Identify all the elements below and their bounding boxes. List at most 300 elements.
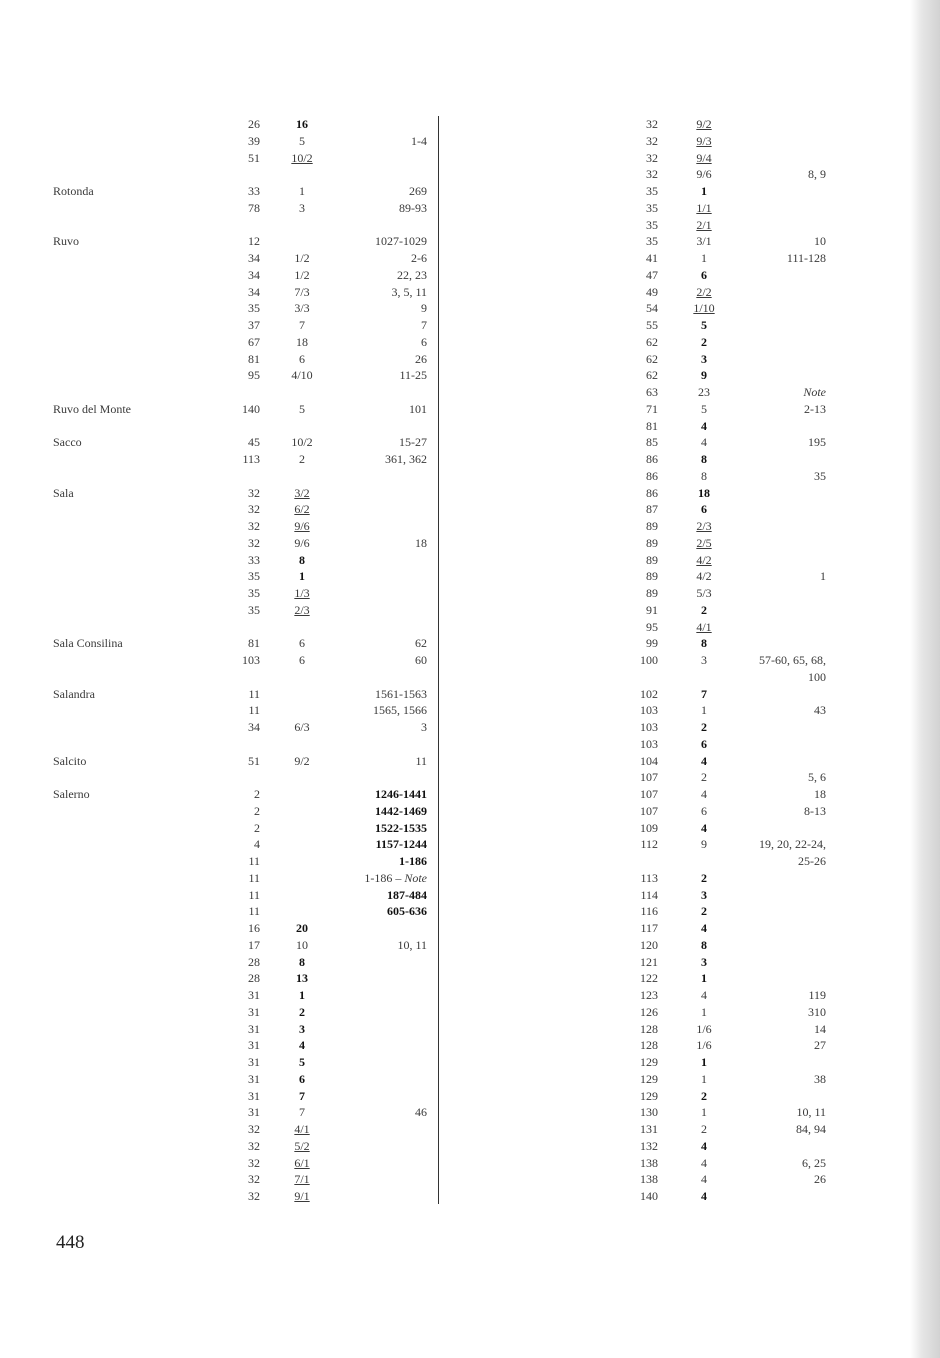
issue-number: 6 <box>299 1071 305 1086</box>
issue-number: 6 <box>701 736 707 751</box>
volume-number: 113 <box>242 452 260 466</box>
page-reference-text: 10 <box>814 234 826 249</box>
volume-number: 86 <box>646 485 658 500</box>
issue-number: 9/2 <box>294 753 310 768</box>
volume-number: 128 <box>640 1038 658 1053</box>
volume-number: 117 <box>640 921 658 935</box>
page-reference-text: 15-27 <box>399 435 427 450</box>
issue-number: 2/3 <box>294 602 310 617</box>
issue-number: 4 <box>701 1155 707 1170</box>
volume-number: 11 <box>248 703 260 718</box>
volume-number: 129 <box>640 1088 658 1103</box>
volume-number: 128 <box>640 1021 658 1036</box>
volume-number: 32 <box>248 485 260 500</box>
page-reference <box>646 652 826 668</box>
volume-number: 109 <box>640 820 658 835</box>
volume-number: 51 <box>248 150 260 165</box>
page-reference <box>247 686 427 702</box>
page-reference <box>646 803 826 819</box>
volume-number: 62 <box>646 351 658 366</box>
volume-number: 11 <box>248 686 260 701</box>
issue-number: 4/1 <box>696 619 712 634</box>
issue-number: 6 <box>299 636 305 651</box>
page-reference <box>646 384 826 400</box>
volume-number: 54 <box>646 301 658 316</box>
issue-number: 6 <box>299 351 305 366</box>
page-reference-text: 605-636 <box>387 904 427 919</box>
issue-number: 3 <box>701 887 707 902</box>
issue-number: 2 <box>299 452 305 466</box>
issue-number: 4/1 <box>294 1122 310 1136</box>
volume-number: 129 <box>640 1055 658 1069</box>
issue-number: 2 <box>701 1088 707 1103</box>
page-reference <box>646 1171 826 1187</box>
volume-number: 31 <box>248 1055 260 1069</box>
issue-number: 7 <box>299 1105 305 1120</box>
issue-number: 2 <box>701 334 707 349</box>
volume-number: 107 <box>640 803 658 818</box>
volume-number: 112 <box>640 837 658 852</box>
volume-number: 2 <box>254 820 260 835</box>
volume-number: 140 <box>242 401 260 416</box>
page-reference-continued: 25-26 <box>798 854 826 868</box>
page-reference <box>247 334 427 350</box>
page-reference-text: 35 <box>814 468 826 483</box>
issue-number: 1 <box>701 1071 707 1086</box>
volume-number: 86 <box>646 468 658 483</box>
page-reference-text: 187-484 <box>387 887 427 902</box>
page-reference <box>646 769 826 785</box>
page-reference <box>646 987 826 1003</box>
volume-number: 107 <box>640 787 658 801</box>
page-reference-text: 1442-1469 <box>375 803 427 818</box>
volume-number: 45 <box>248 435 260 450</box>
page-reference-text: 195 <box>808 435 826 450</box>
page-number: 448 <box>56 1232 85 1253</box>
volume-number: 62 <box>646 368 658 383</box>
issue-number: 6/1 <box>294 1155 310 1170</box>
volume-number: 35 <box>248 602 260 617</box>
issue-number: 2 <box>701 770 707 785</box>
volume-number: 121 <box>640 954 658 969</box>
page-reference <box>646 250 826 266</box>
issue-number: 1 <box>701 251 707 265</box>
page-reference-text: 269 <box>409 184 427 198</box>
issue-number: 3/2 <box>294 485 310 500</box>
issue-number: 4 <box>701 1138 707 1153</box>
issue-number: 4 <box>701 753 707 768</box>
page-reference <box>646 434 826 450</box>
page-reference <box>247 267 427 283</box>
issue-number: 1 <box>299 569 305 584</box>
volume-number: 39 <box>248 133 260 148</box>
volume-number: 104 <box>640 753 658 768</box>
volume-number: 32 <box>248 1122 260 1136</box>
volume-number: 89 <box>646 569 658 584</box>
volume-number: 89 <box>646 519 658 533</box>
issue-number: 6 <box>701 803 707 818</box>
page-reference <box>247 451 427 467</box>
page-reference <box>247 753 427 769</box>
volume-number: 138 <box>640 1155 658 1170</box>
volume-number: 100 <box>640 653 658 667</box>
volume-number: 32 <box>248 1155 260 1170</box>
volume-number: 41 <box>646 251 658 265</box>
volume-number: 37 <box>248 318 260 332</box>
page-reference <box>247 1104 427 1120</box>
issue-number: 5 <box>299 1055 305 1069</box>
page-reference-text: 1027-1029 <box>375 234 427 249</box>
issue-number: 1/2 <box>294 267 310 282</box>
issue-number: 1 <box>701 1004 707 1019</box>
page-reference <box>646 1004 826 1020</box>
page-reference <box>247 351 427 367</box>
issue-number: 1/6 <box>696 1038 712 1053</box>
page-reference <box>646 468 826 484</box>
volume-number: 32 <box>248 502 260 517</box>
volume-number: 34 <box>248 720 260 734</box>
page-reference-text: 6 <box>421 334 427 349</box>
issue-number: 4 <box>701 921 707 935</box>
note-reference: Note <box>803 385 826 399</box>
volume-number: 32 <box>646 150 658 165</box>
volume-number: 107 <box>640 770 658 785</box>
issue-number: 4 <box>701 435 707 450</box>
volume-number: 35 <box>248 586 260 600</box>
page-reference-text: 1565, 1566 <box>373 703 427 718</box>
volume-number: 126 <box>640 1004 658 1019</box>
issue-number: 2 <box>701 870 707 885</box>
volume-number: 32 <box>248 1138 260 1153</box>
page-reference <box>646 786 826 802</box>
issue-number: 4/2 <box>696 552 712 567</box>
page-reference <box>247 786 427 802</box>
issue-number: 1 <box>299 184 305 198</box>
volume-number: 132 <box>640 1138 658 1153</box>
issue-number: 7 <box>701 686 707 701</box>
page-reference <box>646 702 826 718</box>
issue-number: 18 <box>698 485 710 500</box>
page-reference-text: 26 <box>814 1172 826 1187</box>
issue-number: 1/6 <box>696 1021 712 1036</box>
issue-number: 4 <box>701 418 707 433</box>
volume-number: 28 <box>248 971 260 986</box>
volume-number: 35 <box>646 234 658 249</box>
place-name: Salerno <box>53 787 90 801</box>
issue-number: 5 <box>299 401 305 416</box>
issue-number: 2 <box>701 904 707 919</box>
issue-number: 6/3 <box>294 720 310 734</box>
page-reference-text: 89-93 <box>399 200 427 215</box>
volume-number: 86 <box>646 452 658 466</box>
page-reference-text: 7 <box>421 318 427 332</box>
page-reference-text: 3 <box>421 720 427 734</box>
volume-number: 35 <box>248 301 260 316</box>
volume-number: 35 <box>248 569 260 584</box>
column-divider <box>438 116 439 1204</box>
volume-number: 140 <box>640 1189 658 1203</box>
issue-number: 3 <box>299 200 305 215</box>
issue-number: 1/2 <box>294 251 310 265</box>
volume-number: 34 <box>248 267 260 282</box>
volume-number: 81 <box>248 636 260 651</box>
page-reference <box>247 183 427 199</box>
issue-number: 4/2 <box>696 569 712 584</box>
issue-number: 2/5 <box>696 535 712 550</box>
volume-number: 35 <box>646 217 658 232</box>
volume-number: 31 <box>248 1038 260 1053</box>
issue-number: 10/2 <box>291 150 313 165</box>
page-reference <box>646 836 826 852</box>
issue-number: 8 <box>701 937 707 952</box>
volume-number: 89 <box>646 535 658 550</box>
issue-number: 3 <box>701 351 707 366</box>
volume-number: 129 <box>640 1071 658 1086</box>
volume-number: 28 <box>248 954 260 969</box>
issue-number: 9 <box>701 368 707 383</box>
issue-number: 2/3 <box>696 519 712 533</box>
page-reference-text: 1-186 <box>399 854 427 868</box>
volume-number: 32 <box>248 1172 260 1187</box>
issue-number: 1/3 <box>294 586 310 600</box>
page-reference-text: 46 <box>415 1105 427 1120</box>
volume-number: 49 <box>646 284 658 299</box>
page-reference-continued: 100 <box>808 669 826 684</box>
issue-number: 1 <box>701 703 707 718</box>
issue-number: 1 <box>701 1055 707 1069</box>
issue-number: 18 <box>296 334 308 349</box>
page-reference-text: 8, 9 <box>808 167 826 182</box>
page-reference-text: 119 <box>808 988 826 1002</box>
page-reference-text: 2-13 <box>804 401 826 416</box>
page-reference <box>646 1037 826 1053</box>
page-reference-text: 111-128 <box>786 251 826 265</box>
volume-number: 103 <box>242 653 260 667</box>
issue-number: 7/3 <box>294 284 310 299</box>
page-reference-text: 18 <box>814 787 826 801</box>
volume-number: 91 <box>646 602 658 617</box>
issue-number: 2 <box>701 1122 707 1136</box>
volume-number: 32 <box>248 519 260 533</box>
volume-number: 35 <box>646 184 658 198</box>
page-reference-text: 9 <box>421 301 427 316</box>
page-reference <box>247 250 427 266</box>
page-reference-text: 19, 20, 22-24, <box>759 837 826 852</box>
page-reference-text: 10, 11 <box>397 937 427 952</box>
issue-number: 2 <box>701 602 707 617</box>
volume-number: 71 <box>646 401 658 416</box>
page-reference <box>247 903 427 919</box>
issue-number: 2 <box>299 1004 305 1019</box>
volume-number: 31 <box>248 1021 260 1036</box>
volume-number: 116 <box>640 904 658 919</box>
page-reference-text: 5, 6 <box>808 770 826 785</box>
volume-number: 2 <box>254 803 260 818</box>
volume-number: 103 <box>640 703 658 718</box>
volume-number: 120 <box>640 937 658 952</box>
volume-number: 34 <box>248 284 260 299</box>
volume-number: 81 <box>646 418 658 433</box>
issue-number: 9/6 <box>696 167 712 182</box>
page-reference <box>247 853 427 869</box>
place-name: Sala Consilina <box>53 636 123 651</box>
place-name: Rotonda <box>53 184 94 198</box>
volume-number: 31 <box>248 988 260 1002</box>
page-reference <box>247 652 427 668</box>
issue-number: 2 <box>701 720 707 734</box>
page-reference-text: 8-13 <box>804 803 826 818</box>
page-reference <box>247 367 427 383</box>
page-reference <box>247 434 427 450</box>
volume-number: 32 <box>248 1189 260 1203</box>
issue-number: 7/1 <box>294 1172 310 1187</box>
volume-number: 122 <box>640 971 658 986</box>
volume-number: 138 <box>640 1172 658 1187</box>
issue-number: 4 <box>299 1038 305 1053</box>
volume-number: 55 <box>646 318 658 332</box>
issue-number: 9/2 <box>696 117 712 131</box>
volume-number: 63 <box>646 385 658 399</box>
volume-number: 35 <box>646 200 658 215</box>
volume-number: 130 <box>640 1105 658 1120</box>
page-reference <box>247 401 427 417</box>
page-reference <box>646 1121 826 1137</box>
volume-number: 31 <box>248 1088 260 1103</box>
issue-number: 7 <box>299 318 305 332</box>
issue-number: 9/4 <box>696 150 712 165</box>
volume-number: 34 <box>248 251 260 265</box>
page-reference-text: 310 <box>808 1004 826 1019</box>
volume-number: 89 <box>646 586 658 600</box>
volume-number: 32 <box>248 535 260 550</box>
volume-number: 113 <box>640 870 658 885</box>
page-reference <box>247 820 427 836</box>
issue-number: 10 <box>296 937 308 952</box>
page-reference-text: 1157-1244 <box>375 837 427 852</box>
issue-number: 5 <box>299 133 305 148</box>
page-reference-text: 18 <box>415 535 427 550</box>
volume-number: 103 <box>640 720 658 734</box>
place-name: Salcito <box>53 753 87 768</box>
page-reference-text: 1561-1563 <box>375 686 427 701</box>
page-reference <box>247 719 427 735</box>
issue-number: 2/1 <box>696 217 712 232</box>
page-reference <box>646 568 826 584</box>
note-reference: Note <box>404 870 427 885</box>
page-reference <box>247 317 427 333</box>
volume-number: 31 <box>248 1004 260 1019</box>
issue-number: 5/2 <box>294 1138 310 1153</box>
volume-number: 67 <box>248 334 260 349</box>
volume-number: 81 <box>248 351 260 366</box>
issue-number: 5/3 <box>696 586 712 600</box>
page-reference-text: 1-186 – <box>364 870 405 885</box>
volume-number: 31 <box>248 1105 260 1120</box>
issue-number: 3/1 <box>696 234 712 249</box>
volume-number: 11 <box>248 904 260 919</box>
volume-number: 12 <box>248 234 260 249</box>
volume-number: 95 <box>646 619 658 634</box>
volume-number: 11 <box>248 887 260 902</box>
page-reference <box>646 1155 826 1171</box>
volume-number: 99 <box>646 636 658 651</box>
page-reference <box>247 535 427 551</box>
page-reference-text: 1246-1441 <box>375 787 427 801</box>
place-name: Sala <box>53 485 74 500</box>
page-reference-text: 62 <box>415 636 427 651</box>
volume-number: 33 <box>248 552 260 567</box>
page-reference-text: 101 <box>409 401 427 416</box>
issue-number: 6 <box>299 653 305 667</box>
page-reference <box>646 401 826 417</box>
page-reference-text: 2-6 <box>411 251 427 265</box>
issue-number: 4 <box>701 820 707 835</box>
issue-number: 1 <box>701 971 707 986</box>
issue-number: 3 <box>701 653 707 667</box>
volume-number: 85 <box>646 435 658 450</box>
issue-number: 7 <box>299 1088 305 1103</box>
place-name: Salandra <box>53 686 95 701</box>
volume-number: 26 <box>248 117 260 131</box>
volume-number: 47 <box>646 267 658 282</box>
page-reference <box>646 1104 826 1120</box>
page-reference-text: 1 <box>820 569 826 584</box>
page-reference <box>247 836 427 852</box>
page-reference-text: 361, 362 <box>385 452 427 466</box>
issue-number: 1/10 <box>693 301 715 316</box>
volume-number: 89 <box>646 552 658 567</box>
page-edge-shadow <box>910 0 940 1358</box>
volume-number: 33 <box>248 184 260 198</box>
page-reference-text: 60 <box>415 653 427 667</box>
page-reference-text: 27 <box>814 1038 826 1053</box>
issue-number: 8 <box>701 468 707 483</box>
place-name: Ruvo del Monte <box>53 401 131 416</box>
volume-number: 16 <box>248 921 260 935</box>
issue-number: 3 <box>701 954 707 969</box>
place-name: Ruvo <box>53 234 80 249</box>
page-reference-text: 14 <box>814 1021 826 1036</box>
issue-number: 16 <box>296 117 308 131</box>
issue-number: 20 <box>296 921 308 935</box>
page-reference-text: 84, 94 <box>796 1122 826 1136</box>
page-reference <box>646 166 826 182</box>
page-reference-text: 22, 23 <box>397 267 427 282</box>
page-reference <box>247 635 427 651</box>
page-reference-text: 11-25 <box>399 368 427 383</box>
issue-number: 9 <box>701 837 707 852</box>
volume-number: 87 <box>646 502 658 517</box>
page-reference-text: 26 <box>415 351 427 366</box>
page-reference-text: 6, 25 <box>802 1155 826 1170</box>
volume-number: 103 <box>640 736 658 751</box>
volume-number: 4 <box>254 837 260 852</box>
page-reference <box>646 1071 826 1087</box>
issue-number: 8 <box>299 954 305 969</box>
issue-number: 9/6 <box>294 519 310 533</box>
page-reference <box>247 803 427 819</box>
issue-number: 3 <box>299 1021 305 1036</box>
page-reference-text: 3, 5, 11 <box>391 284 427 299</box>
volume-number: 2 <box>254 787 260 801</box>
page-reference <box>247 300 427 316</box>
issue-number: 4 <box>701 1172 707 1187</box>
issue-number: 8 <box>701 636 707 651</box>
volume-number: 78 <box>248 200 260 215</box>
volume-number: 32 <box>646 167 658 182</box>
issue-number: 9/1 <box>294 1189 310 1203</box>
issue-number: 6 <box>701 267 707 282</box>
